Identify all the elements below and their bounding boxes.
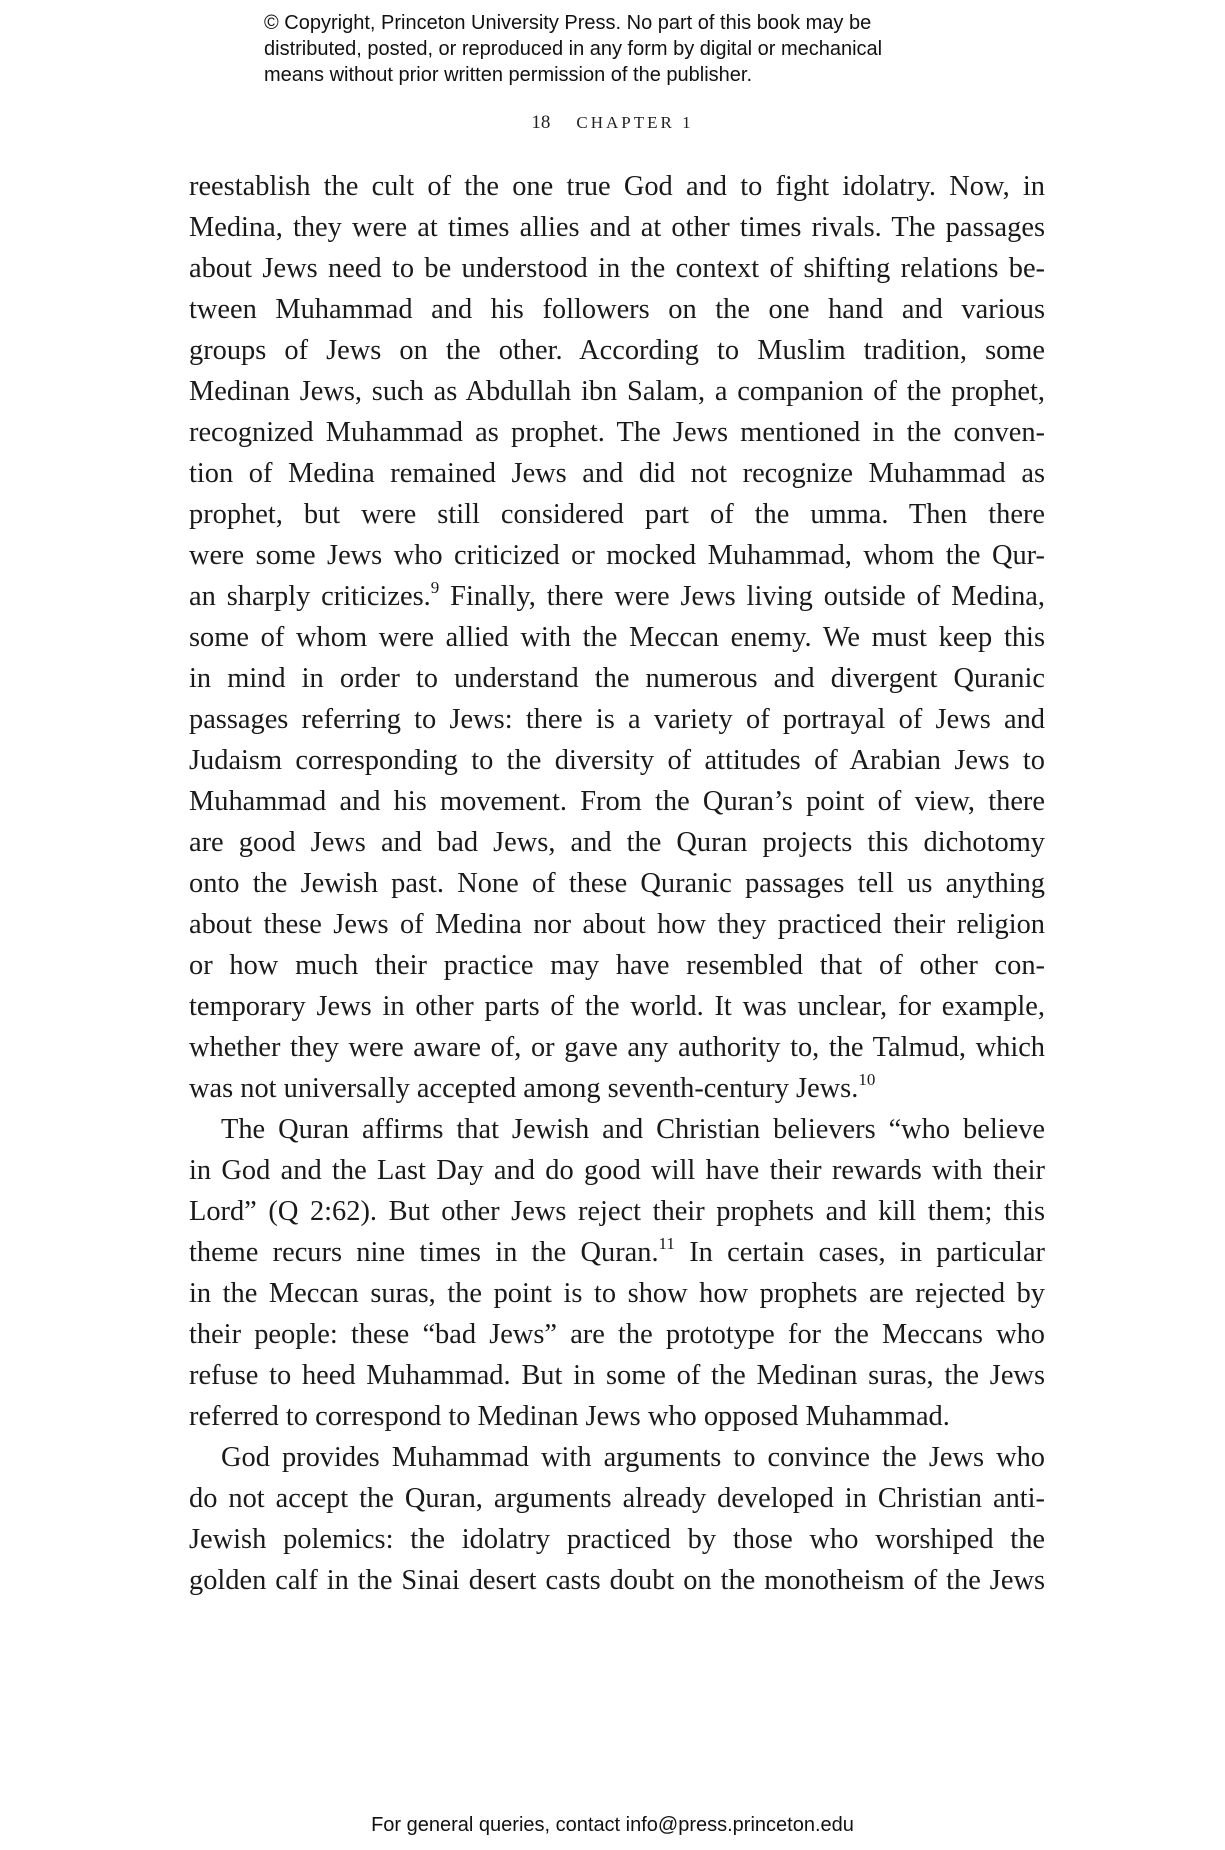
text-line: Lord” (Q 2:62). But other Jews reject their prophets and kill them; this <box>189 1196 1045 1227</box>
text-line: about these Jews of Medina nor about how they practiced their religion <box>189 909 1045 940</box>
copyright-line: © Copyright, Princeton University Press. No part of this book may be <box>264 12 872 34</box>
text-line: referred to correspond to Medinan Jews who opposed Muhammad. <box>189 1401 950 1432</box>
paragraph-2 <box>189 1109 1045 1437</box>
text-line: prophet, but were still considered part of the umma. Then there <box>189 499 1045 530</box>
text-line: in mind in order to understand the numerous and divergent Quranic <box>189 663 1045 694</box>
text-line <box>189 1068 1045 1109</box>
text-line: were some Jews who criticized or mocked Muhammad, whom the Qur- <box>189 540 1045 571</box>
text-line: do not accept the Quran, arguments already developed in Christian anti- <box>189 1483 1045 1514</box>
text-line: about Jews need to be understood in the context of shifting relations be- <box>189 253 1045 284</box>
text-line: God provides Muhammad with arguments to convince the Jews who <box>221 1442 1045 1473</box>
text-line: Muhammad and his movement. From the Quran’s point of view, there <box>189 786 1045 817</box>
text-line: tween Muhammad and his followers on the one hand and various <box>189 294 1045 325</box>
text-fragment: was not universally accepted among seventh-century Jews. <box>189 1073 859 1104</box>
text-line: The Quran affirms that Jewish and Christian believers “who believe <box>221 1114 1045 1145</box>
copyright-notice <box>264 10 964 88</box>
text-line: recognized Muhammad as prophet. The Jews mentioned in the conven- <box>189 417 1045 448</box>
footnote-ref-10: 10 <box>858 1069 876 1089</box>
text-line: golden calf in the Sinai desert casts doubt on the monotheism of the Jews <box>189 1565 1045 1596</box>
text-line: tion of Medina remained Jews and did not recognize Muhammad as <box>189 458 1045 489</box>
text-line <box>189 576 1045 617</box>
text-line: whether they were aware of, or gave any authority to, the Talmud, which <box>189 1032 1045 1063</box>
text-fragment: an sharply criticizes. <box>189 581 431 612</box>
text-line: some of whom were allied with the Meccan enemy. We must keep this <box>189 622 1045 653</box>
text-line: temporary Jews in other parts of the world. It was unclear, for example, <box>189 991 1045 1022</box>
text-fragment: theme recurs nine times in the Quran. <box>189 1237 659 1268</box>
paragraph-1 <box>189 166 1045 1109</box>
footer-contact: For general queries, contact info@press.princeton.edu <box>371 1814 854 1836</box>
running-head <box>0 112 1225 134</box>
text-fragment: In certain cases, in particular <box>674 1237 1045 1268</box>
text-line: are good Jews and bad Jews, and the Quran projects this dichotomy <box>189 827 1045 858</box>
text-line: or how much their practice may have resembled that of other con- <box>189 950 1045 981</box>
text-line: in the Meccan suras, the point is to show how prophets are rejected by <box>189 1278 1045 1309</box>
text-line: passages referring to Jews: there is a variety of portrayal of Jews and <box>189 704 1045 735</box>
text-line: onto the Jewish past. None of these Quranic passages tell us anything <box>189 868 1045 899</box>
text-line: Jewish polemics: the idolatry practiced by those who worshiped the <box>189 1524 1045 1555</box>
text-fragment: Finally, there were Jews living outside of Medina, <box>439 581 1045 612</box>
text-line: their people: these “bad Jews” are the prototype for the Meccans who <box>189 1319 1045 1350</box>
text-line: Medina, they were at times allies and at other times rivals. The passages <box>189 212 1045 243</box>
text-line: Medinan Jews, such as Abdullah ibn Salam, a companion of the prophet, <box>189 376 1045 407</box>
chapter-label: CHAPTER 1 <box>576 113 694 132</box>
text-line: Judaism corresponding to the diversity of attitudes of Arabian Jews to <box>189 745 1045 776</box>
text-line: groups of Jews on the other. According to Muslim tradition, some <box>189 335 1045 366</box>
page-number: 18 <box>531 112 551 133</box>
text-line: refuse to heed Muhammad. But in some of the Medinan suras, the Jews <box>189 1360 1045 1391</box>
paragraph-3 <box>189 1437 1045 1601</box>
copyright-line: means without prior written permission of the publisher. <box>264 64 753 86</box>
text-line <box>189 1232 1045 1273</box>
copyright-line: distributed, posted, or reproduced in any form by digital or mechanical <box>264 38 883 60</box>
text-line: in God and the Last Day and do good will have their rewards with their <box>189 1155 1045 1186</box>
footnote-ref-9: 9 <box>430 577 440 597</box>
body-text <box>189 166 1045 1601</box>
text-line: reestablish the cult of the one true God and to fight idolatry. Now, in <box>189 171 1045 202</box>
footnote-ref-11: 11 <box>658 1233 675 1253</box>
